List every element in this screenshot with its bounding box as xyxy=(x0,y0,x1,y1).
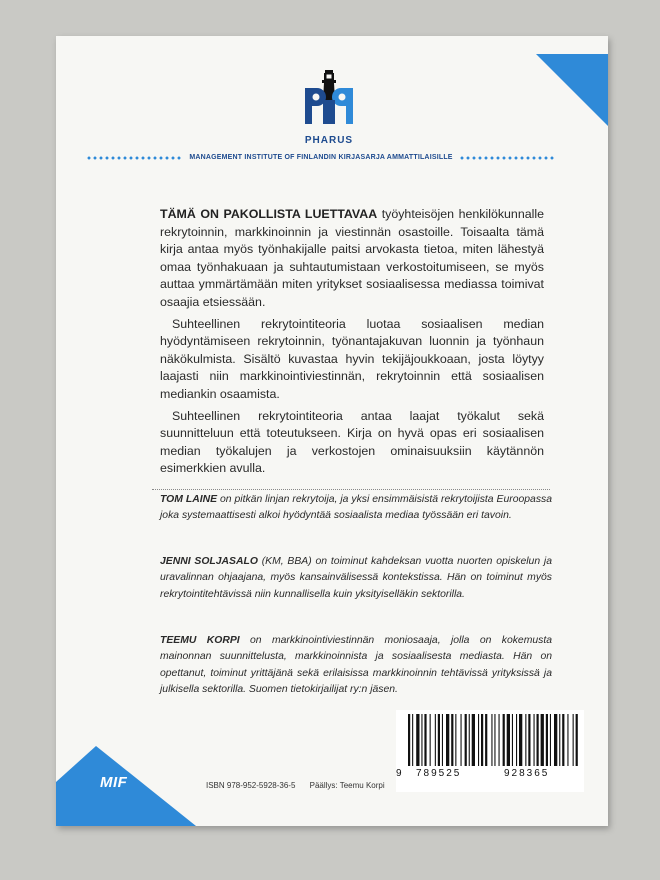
barcode-bar xyxy=(455,714,456,766)
barcode-bar xyxy=(430,714,431,766)
blurb xyxy=(160,206,544,482)
lighthouse-icon xyxy=(299,66,359,128)
barcode-digits xyxy=(396,768,584,782)
barcode-bar xyxy=(507,714,510,766)
author-text: on markkinointiviestinnän moniosaaja, jolla on kokemusta mainonnan suunnittelusta, markkinoinnista ja sosiaalisesta mediasta. Hän on opettanut, toiminut yrittäjänä sekä erilaisissa markkinoinnin tehtävissä yrityksissä ja julkisella sektorilla. Suomen tietokirjailijat ry:n jäsen. xyxy=(160,635,552,695)
barcode-bar xyxy=(541,714,544,766)
barcode-bar xyxy=(528,714,530,766)
barcode-bar xyxy=(499,714,500,766)
blurb-p1-text: työyhteisöjen henkilökunnalle rekrytoinnin, markkinoinnin ja viestinnän osastoille. Toisaalta tämä kirja antaa myös työnhakijalle paitsi arvokasta tietoa, miten lähestyä omaa työnhakuaan ja suhtautumistaan verkostoitumiseen, se myös auttaa ymmärtämään miten yritykset sosiaalisessa mediassa toimivat osaajia etsiessään. xyxy=(160,207,544,309)
author-name: JENNI SOLJASALO xyxy=(160,556,258,567)
barcode-bar xyxy=(573,714,574,766)
barcode-bar xyxy=(516,714,517,766)
barcode-bar xyxy=(537,714,539,766)
barcode-bar xyxy=(559,714,560,766)
barcode-bar xyxy=(438,714,440,766)
cover-credit: Päällys: Teemu Korpi xyxy=(309,781,385,790)
barcode-bar xyxy=(451,714,453,766)
barcode-bar xyxy=(412,714,413,766)
barcode-bar xyxy=(435,714,436,766)
barcode-bar xyxy=(465,714,467,766)
dotted-rule-left xyxy=(86,155,183,161)
barcode-bar xyxy=(554,714,557,766)
barcode xyxy=(396,710,584,792)
barcode-bar xyxy=(567,714,568,766)
barcode-bar xyxy=(491,714,492,766)
mif-logo: MIF xyxy=(100,774,128,791)
barcode-bar xyxy=(472,714,475,766)
corner-triangle-top-right xyxy=(536,54,608,126)
series-line xyxy=(86,154,556,161)
author-bio-1 xyxy=(160,492,552,525)
dotted-rule-right xyxy=(459,155,556,161)
barcode-bar xyxy=(546,714,548,766)
barcode-bar xyxy=(519,714,522,766)
barcode-bar xyxy=(461,714,462,766)
author-text: on pitkän linjan rekrytoija, ja yksi ensimmäisistä rekrytoijista Euroopassa joka systemaattisesti alkoi hyödyntää sosiaalista mediaa työssään eri tavoin. xyxy=(160,494,552,522)
barcode-bar xyxy=(525,714,526,766)
barcode-bar xyxy=(550,714,551,766)
barcode-digit-1: 9 xyxy=(396,768,402,779)
author-text: (KM, BBA) on toiminut kahdeksan vuotta nuorten opiskelun ja uravalinnan ohjaajana, myös kansainvälisessä kontekstissa. Hän on toiminut myös rekrytointitehtävissä niin kunnallisella kuin yksityiselläkin sektorilla. xyxy=(160,556,552,600)
barcode-bars xyxy=(396,710,584,768)
barcode-bar xyxy=(562,714,564,766)
blurb-lead: TÄMÄ ON PAKOLLISTA LUETTAVAA xyxy=(160,207,378,221)
author-name: TEEMU KORPI xyxy=(160,635,240,646)
book-back-cover xyxy=(56,36,608,826)
colophon xyxy=(206,781,397,790)
barcode-bar xyxy=(424,714,426,766)
isbn: ISBN 978-952-5928-36-5 xyxy=(206,781,296,790)
barcode-bar xyxy=(503,714,505,766)
barcode-bar xyxy=(576,714,578,766)
pharus-logo xyxy=(294,66,364,146)
barcode-bar xyxy=(408,714,410,766)
author-name: TOM LAINE xyxy=(160,494,218,505)
blurb-paragraph-2: Suhteellinen rekrytointiteoria luotaa sosiaalisen median hyödyntämiseen rekrytoinnin, työnantajakuvan luonnin ja työnhaun näkökulmista. Sisältö kuvastaa hyvin tekijäjoukkoaan, josta löytyy laajasti niin markkinointiviestinnän, rekrytoinnin että sosiaalisen mediankin osaamista. xyxy=(160,316,544,401)
barcode-digits-2: 789525 xyxy=(416,768,462,779)
barcode-bar xyxy=(478,714,479,766)
dotted-divider xyxy=(152,489,550,491)
barcode-bar xyxy=(481,714,483,766)
barcode-bar xyxy=(534,714,535,766)
barcode-bar xyxy=(494,714,495,766)
barcode-bar xyxy=(416,714,419,766)
barcode-bar xyxy=(421,714,422,766)
barcode-bar xyxy=(512,714,513,766)
author-bio-3 xyxy=(160,633,552,698)
logo-text: PHARUS xyxy=(304,135,354,146)
barcode-bar xyxy=(446,714,449,766)
blurb-paragraph-3: Suhteellinen rekrytointiteoria antaa laajat työkalut sekä suunnitteluun että toteutukseen. Kirja on hyvä opas eri sosiaalisen median työkalujen ja verkostojen ominaisuuksiin käytännön esimerkkien avulla. xyxy=(160,408,544,476)
series-title: MANAGEMENT INSTITUTE OF FINLANDIN KIRJASARJA AMMATTILAISILLE xyxy=(189,154,453,161)
barcode-bar xyxy=(469,714,470,766)
barcode-digits-3: 928365 xyxy=(504,768,550,779)
barcode-bar xyxy=(485,714,487,766)
barcode-bar xyxy=(442,714,443,766)
author-bio-2 xyxy=(160,554,552,603)
blurb-paragraph-1 xyxy=(160,206,544,312)
